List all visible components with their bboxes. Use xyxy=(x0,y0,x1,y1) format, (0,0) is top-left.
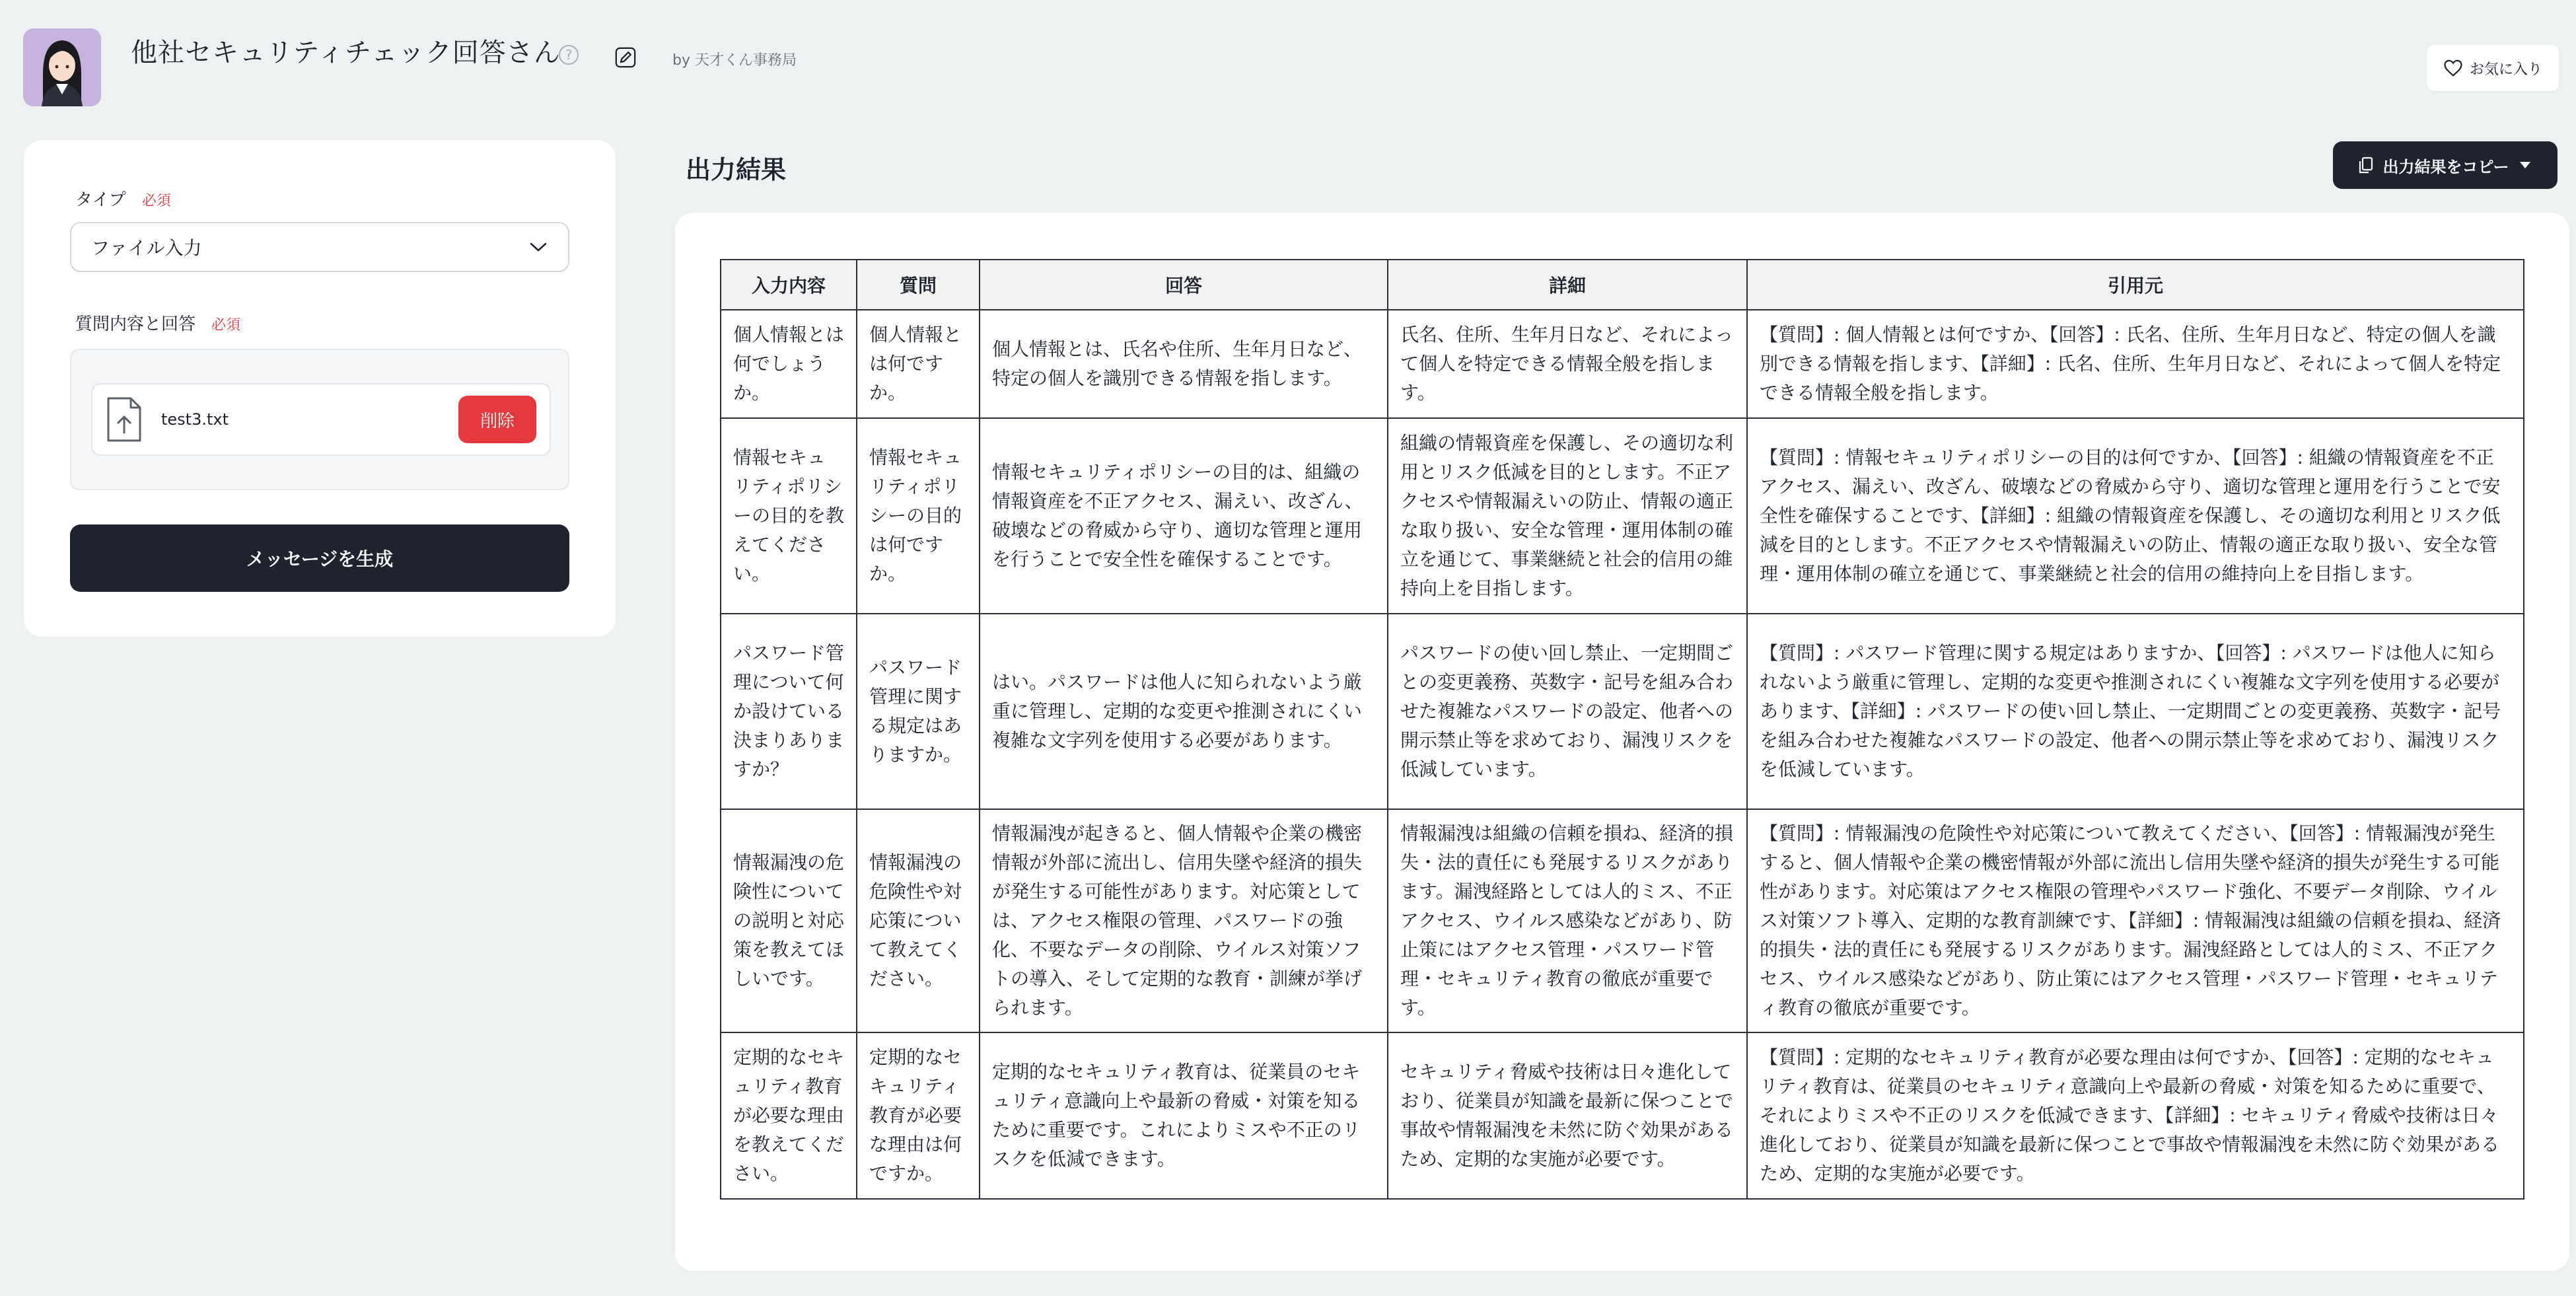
table-header-row xyxy=(721,260,2524,310)
cell-detail: 氏名、住所、生年月日など、それによって個人を特定できる情報全般を指します。 xyxy=(1388,310,1747,418)
column-header-input: 入力内容 xyxy=(721,260,857,310)
author-text: by 天才くん事務局 xyxy=(672,52,797,69)
cell-source: 【質問】: 個人情報とは何ですか、【回答】: 氏名、住所、生年月日など、特定の個人を識別できる情報を指します、【詳細】: 氏名、住所、生年月日など、それによって個人を特定できる情報全般を指します。 xyxy=(1747,310,2524,418)
type-label-text: タイプ xyxy=(75,190,126,210)
favorite-button[interactable] xyxy=(2427,45,2559,91)
avatar-illustration xyxy=(23,28,101,106)
cell-answer: 個人情報とは、氏名や住所、生年月日など、特定の個人を識別できる情報を指します。 xyxy=(980,310,1388,418)
qa-label-text: 質問内容と回答 xyxy=(75,314,196,334)
type-select[interactable] xyxy=(70,222,569,272)
heart-icon xyxy=(2443,59,2463,77)
file-name: test3.txt xyxy=(161,410,229,429)
app-title: 他社セキュリティチェック回答さん xyxy=(131,38,561,68)
table-row xyxy=(721,310,2524,418)
app-avatar xyxy=(23,28,101,106)
cell-source: 【質問】: 情報セキュリティポリシーの目的は何ですか、【回答】: 組織の情報資産を不正アクセス、漏えい、改ざん、破壊などの脅威から守り、適切な管理と運用を行うことで安全性を確保することです、【詳細】: 組織の情報資産を保護し、その適切な利用とリスク低減を目的とします。不正アクセスや情報漏えいの防止、情報の適正な取り扱い、安全な管理・運用体制の確立を通じて、事業継続と社会的信用の維持向上を目指します。 xyxy=(1747,418,2524,614)
copy-results-label: 出力結果をコピー xyxy=(2382,157,2509,176)
caret-down-icon xyxy=(2519,161,2532,170)
cell-answer: はい。パスワードは他人に知られないよう厳重に管理し、定期的な変更や推測されにくい複雑な文字列を使用する必要があります。 xyxy=(980,614,1388,809)
column-header-answer: 回答 xyxy=(980,260,1388,310)
cell-source: 【質問】: パスワード管理に関する規定はありますか、【回答】: パスワードは他人に知られないよう厳重に管理し、定期的な変更や推測されにくい複雑な文字列を使用する必要があります、【詳細】: パスワードの使い回し禁止、一定期間ごとの変更義務、英数字・記号を組み合わせた複雑なパスワードの設定、他者への開示禁止等を求めており、漏洩リスクを低減しています。 xyxy=(1747,614,2524,809)
delete-button[interactable]: 削除 xyxy=(458,396,536,443)
file-upload-area[interactable] xyxy=(70,349,569,490)
table-row xyxy=(721,1032,2524,1199)
type-label xyxy=(75,186,171,211)
cell-question: 定期的なセキュリティ教育が必要な理由は何ですか。 xyxy=(857,1032,980,1199)
copy-results-button[interactable] xyxy=(2333,141,2558,189)
cell-source: 【質問】: 情報漏洩の危険性や対応策について教えてください、【回答】: 情報漏洩が発生すると、個人情報や企業の機密情報が外部に流出し信用失墜や経済的損失が発生する可能性があります。対応策はアクセス権限の管理やパスワード強化、不要データ削除、ウイルス対策ソフト導入、定期的な教育訓練です、【詳細】: 情報漏洩は組織の信頼を損ね、経済的損失・法的責任にも発展するリスクがあります。漏洩経路としては人的ミス、不正アクセス、ウイルス感染などがあり、防止策にはアクセス管理・パスワード管理・セキュリティ教育の徹底が重要です。 xyxy=(1747,809,2524,1032)
cell-answer: 定期的なセキュリティ教育は、従業員のセキュリティ意識向上や最新の脅威・対策を知るために重要です。これによりミスや不正のリスクを低減できます。 xyxy=(980,1032,1388,1199)
cell-input: パスワード管理について何か設けている決まりありますか？ xyxy=(721,614,857,809)
input-panel xyxy=(24,140,616,637)
cell-input: 定期的なセキュリティ教育が必要な理由を教えてください。 xyxy=(721,1032,857,1199)
table-row xyxy=(721,809,2524,1032)
results-panel xyxy=(675,213,2569,1271)
cell-detail: 情報漏洩は組織の信頼を損ね、経済的損失・法的責任にも発展するリスクがあります。漏洩経路としては人的ミス、不正アクセス、ウイルス感染などがあり、防止策にはアクセス管理・パスワード管理・セキュリティ教育の徹底が重要です。 xyxy=(1388,809,1747,1032)
uploaded-file-card xyxy=(91,383,551,456)
qa-required-badge: 必須 xyxy=(211,317,241,334)
cell-input: 情報漏洩の危険性についての説明と対応策を教えてほしいです。 xyxy=(721,809,857,1032)
generate-message-button[interactable]: メッセージを生成 xyxy=(70,524,569,592)
chevron-down-icon xyxy=(528,240,548,254)
cell-question: 情報漏洩の危険性や対応策について教えてください。 xyxy=(857,809,980,1032)
pencil-icon xyxy=(614,46,637,69)
file-upload-icon xyxy=(106,396,143,443)
cell-detail: 組織の情報資産を保護し、その適切な利用とリスク低減を目的とします。不正アクセスや情報漏えいの防止、情報の適正な取り扱い、安全な管理・運用体制の確立を通じて、事業継続と社会的信用の維持向上を目指します。 xyxy=(1388,418,1747,614)
type-select-value: ファイル入力 xyxy=(91,237,202,259)
cell-source: 【質問】: 定期的なセキュリティ教育が必要な理由は何ですか、【回答】: 定期的なセキュリティ教育は、従業員のセキュリティ意識向上や最新の脅威・対策を知るために重要で、それによりミスや不正のリスクを低減できます、【詳細】: セキュリティ脅威や技術は日々進化しており、従業員が知識を最新に保つことで事故や情報漏洩を未然に防ぐ効果があるため、定期的な実施が必要です。 xyxy=(1747,1032,2524,1199)
table-row xyxy=(721,614,2524,809)
results-title: 出力結果 xyxy=(686,155,787,184)
qa-label xyxy=(75,310,240,335)
cell-question: 個人情報とは何ですか。 xyxy=(857,310,980,418)
cell-detail: パスワードの使い回し禁止、一定期間ごとの変更義務、英数字・記号を組み合わせた複雑なパスワードの設定、他者への開示禁止等を求めており、漏洩リスクを低減しています。 xyxy=(1388,614,1747,809)
copy-icon xyxy=(2359,157,2373,174)
column-header-source: 引用元 xyxy=(1747,260,2524,310)
help-icon[interactable]: ? xyxy=(559,45,579,65)
cell-input: 個人情報とは何でしょうか。 xyxy=(721,310,857,418)
favorite-label: お気に入り xyxy=(2469,61,2542,78)
cell-answer: 情報セキュリティポリシーの目的は、組織の情報資産を不正アクセス、漏えい、改ざん、破壊などの脅威から守り、適切な管理と運用を行うことで安全性を確保することです。 xyxy=(980,418,1388,614)
type-required-badge: 必須 xyxy=(141,193,171,209)
table-row xyxy=(721,418,2524,614)
results-table xyxy=(720,259,2524,1200)
cell-input: 情報セキュリティポリシーの目的を教えてください。 xyxy=(721,418,857,614)
cell-detail: セキュリティ脅威や技術は日々進化しており、従業員が知識を最新に保つことで事故や情報漏洩を未然に防ぐ効果があるため、定期的な実施が必要です。 xyxy=(1388,1032,1747,1199)
column-header-question: 質問 xyxy=(857,260,980,310)
cell-question: パスワード管理に関する規定はありますか。 xyxy=(857,614,980,809)
edit-button[interactable] xyxy=(610,42,641,73)
cell-question: 情報セキュリティポリシーの目的は何ですか。 xyxy=(857,418,980,614)
column-header-detail: 詳細 xyxy=(1388,260,1747,310)
cell-answer: 情報漏洩が起きると、個人情報や企業の機密情報が外部に流出し、信用失墜や経済的損失が発生する可能性があります。対応策としては、アクセス権限の管理、パスワードの強化、不要なデータの削除、ウイルス対策ソフトの導入、そして定期的な教育・訓練が挙げられます。 xyxy=(980,809,1388,1032)
